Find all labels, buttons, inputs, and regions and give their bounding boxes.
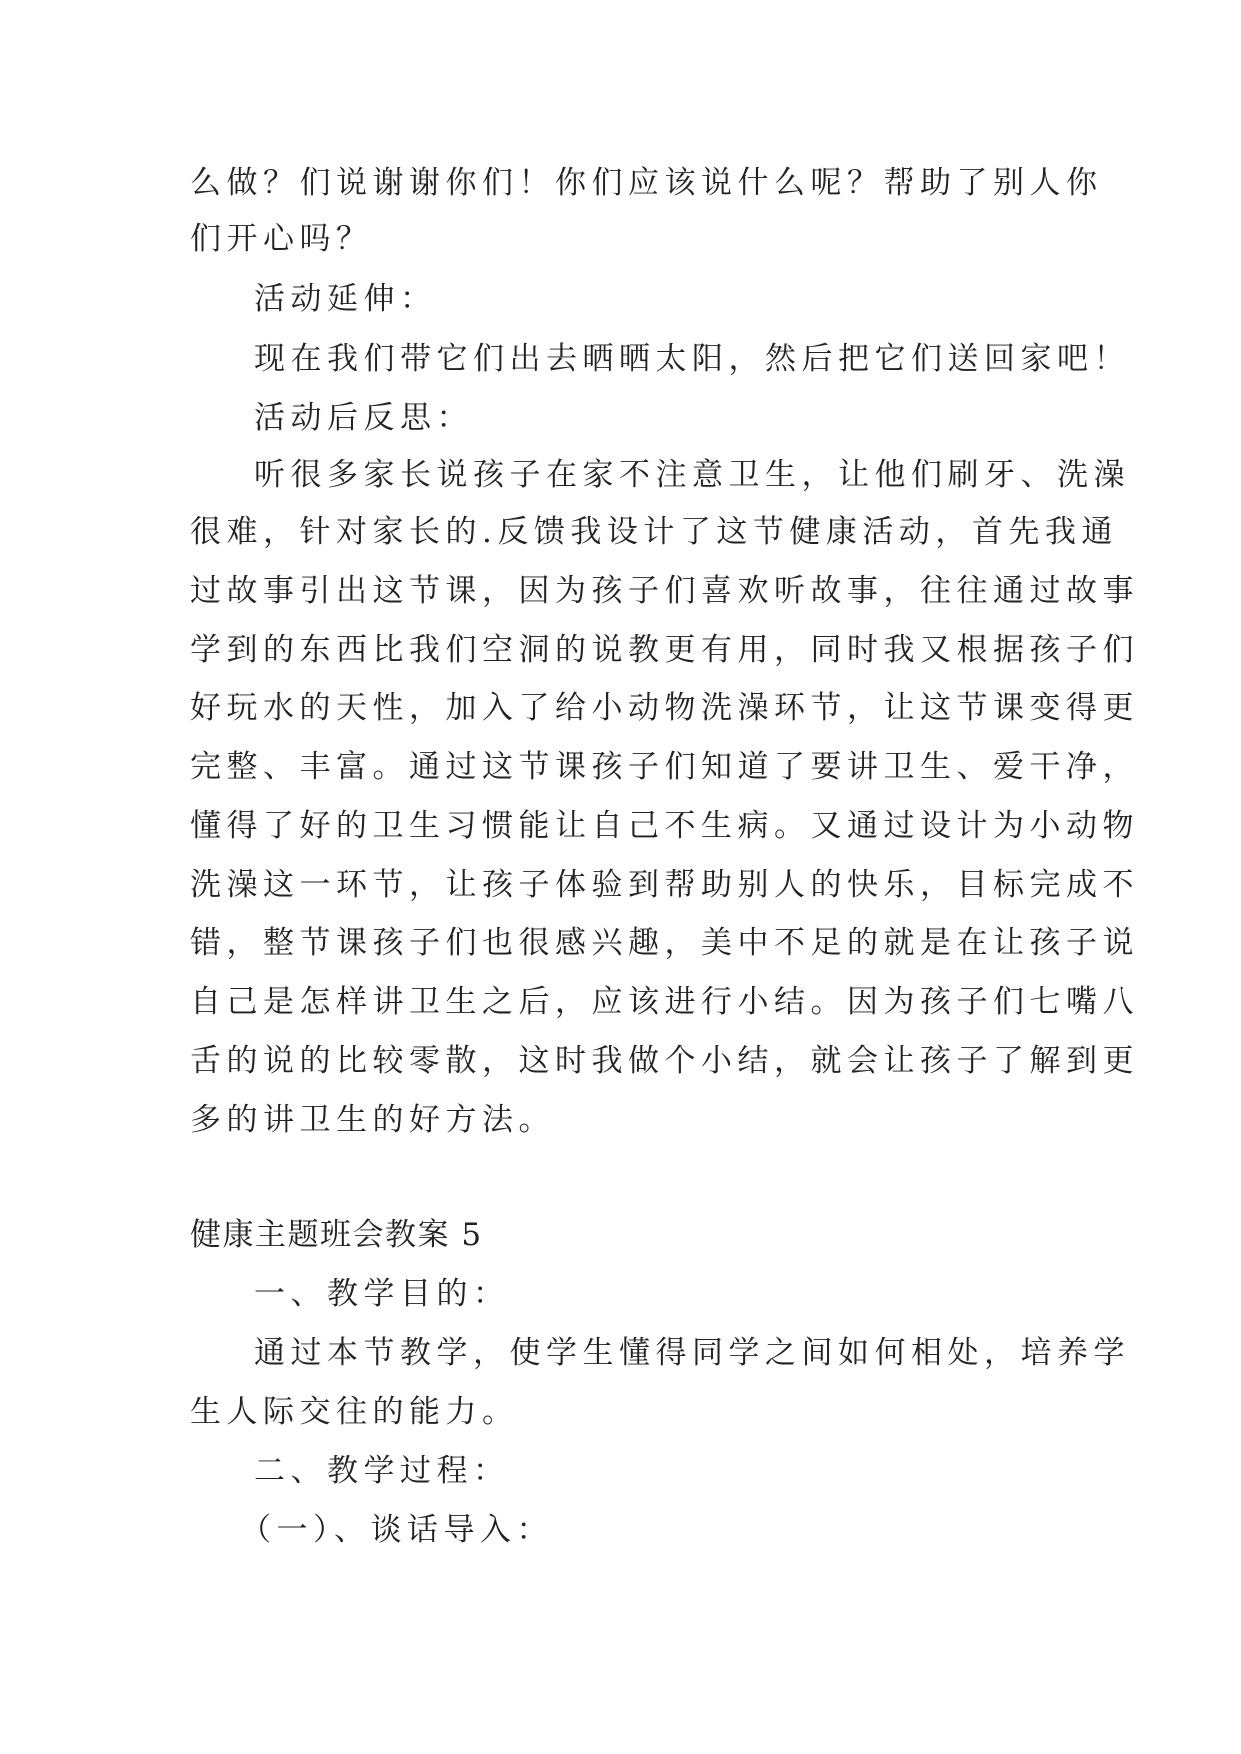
section-line: 通过本节教学，使学生懂得同学之间如何相处，培养学 <box>254 1335 1130 1371</box>
text-line: 活动延伸： <box>254 281 437 317</box>
text-line: 完整、丰富。通过这节课孩子们知道了要讲卫生、爱干净， <box>190 749 1139 785</box>
text-line: 学到的东西比我们空洞的说教更有用，同时我又根据孩子们 <box>190 632 1139 668</box>
section-line: 二、教学过程： <box>254 1453 510 1489</box>
text-line: 洗澡这一环节，让孩子体验到帮助别人的快乐，目标完成不 <box>190 867 1139 903</box>
section-title: 健康主题班会教案 5 <box>190 1217 483 1253</box>
text-line: 懂得了好的卫生习惯能让自己不生病。又通过设计为小动物 <box>190 808 1139 844</box>
text-line: 现在我们带它们出去晒晒太阳，然后把它们送回家吧！ <box>254 341 1130 377</box>
text-line: 活动后反思： <box>254 400 473 436</box>
text-line: 过故事引出这节课，因为孩子们喜欢听故事，往往通过故事 <box>190 573 1139 609</box>
text-line: 么做？们说谢谢你们！你们应该说什么呢？帮助了别人你 <box>190 165 1103 201</box>
text-line: 好玩水的天性，加入了给小动物洗澡环节，让这节课变得更 <box>190 690 1139 726</box>
section-line: 一、教学目的： <box>254 1276 510 1312</box>
text-line: 们开心吗？ <box>190 221 373 257</box>
text-line: 很难，针对家长的.反馈我设计了这节健康活动，首先我通 <box>190 514 1118 550</box>
text-line: 舌的说的比较零散，这时我做个小结，就会让孩子了解到更 <box>190 1043 1139 1079</box>
text-line: 错，整节课孩子们也很感兴趣，美中不足的就是在让孩子说 <box>190 925 1139 961</box>
section-line: （一）、谈话导入： <box>240 1512 553 1548</box>
text-line: 多的讲卫生的好方法。 <box>190 1102 555 1138</box>
text-line: 听很多家长说孩子在家不注意卫生，让他们刷牙、洗澡 <box>254 457 1130 493</box>
section-line: 生人际交往的能力。 <box>190 1394 519 1430</box>
text-line: 自己是怎样讲卫生之后，应该进行小结。因为孩子们七嘴八 <box>190 984 1139 1020</box>
